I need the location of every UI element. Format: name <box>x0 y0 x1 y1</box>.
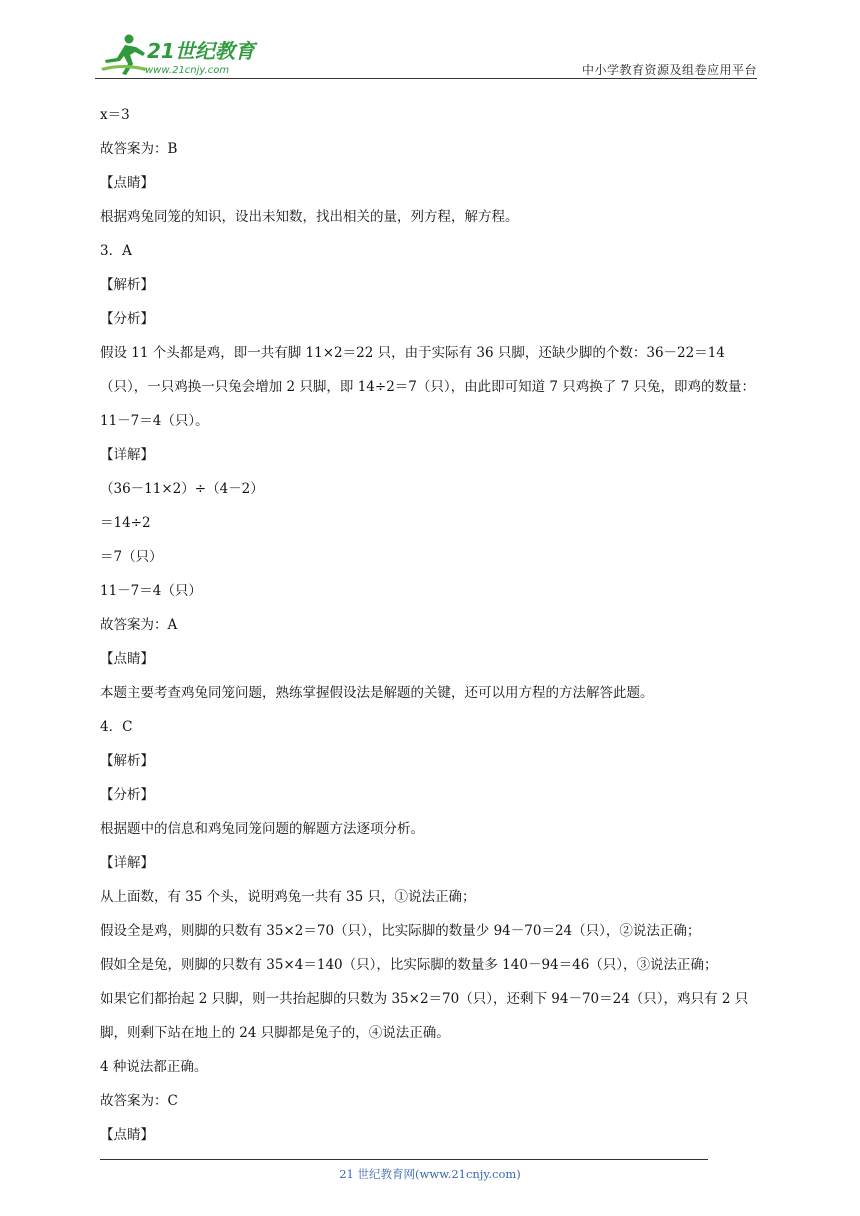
section-heading: 【点睛】 <box>100 175 154 191</box>
text-line: x＝3 <box>100 107 130 123</box>
site-logo <box>95 30 260 80</box>
text-line: 根据题中的信息和鸡兔同笼问题的解题方法逐项分析。 <box>100 821 424 837</box>
text-line: 故答案为：B <box>100 141 178 157</box>
text-line: ＝7（只） <box>100 549 163 565</box>
section-heading: 【详解】 <box>100 447 154 463</box>
text-line: （36－11×2）÷（4－2） <box>100 481 264 497</box>
section-heading: 【解析】 <box>100 277 154 293</box>
logo-graphic <box>95 30 260 80</box>
question-number: 3．A <box>100 243 132 259</box>
text-line: 故答案为：A <box>100 617 178 633</box>
section-heading: 【点睛】 <box>100 651 154 667</box>
page-header <box>95 30 757 82</box>
logo-url: www.21cnjy.com <box>145 65 230 76</box>
paragraph: 假设 11 个头都是鸡，即一共有脚 11×2＝22 只，由于实际有 36 只脚，还缺少脚的个数：36－22＝14（只），一只鸡换一只兔会增加 2 只脚，即 14÷2＝7（只），由此即可知道 7 只鸡换了 7 只兔，即鸡的数量：11－7＝4（只）。 <box>100 345 755 429</box>
section-heading: 【点睛】 <box>100 1127 154 1143</box>
header-platform-name: 中小学教育资源及组卷应用平台 <box>581 63 757 77</box>
text-line: 假设全是鸡，则脚的只数有 35×2＝70（只），比实际脚的数量少 94－70＝24（只），②说法正确； <box>100 923 701 939</box>
text-line: 假如全是兔，则脚的只数有 35×4＝140（只），比实际脚的数量多 140－94＝46（只），③说法正确； <box>100 957 718 973</box>
text-line: 4 种说法都正确。 <box>100 1059 208 1075</box>
text-line: 故答案为：C <box>100 1093 178 1109</box>
text-line: 根据鸡兔同笼的知识，设出未知数，找出相关的量，列方程，解方程。 <box>100 209 519 225</box>
text-line: 从上面数，有 35 个头，说明鸡兔一共有 35 只，①说法正确； <box>100 889 476 905</box>
section-heading: 【分析】 <box>100 787 154 803</box>
section-heading: 【解析】 <box>100 753 154 769</box>
footer-divider <box>100 1159 708 1160</box>
section-heading: 【详解】 <box>100 855 154 871</box>
header-divider <box>95 78 757 79</box>
text-line: 本题主要考查鸡兔同笼问题，熟练掌握假设法是解题的关键，还可以用方程的方法解答此题。 <box>100 685 654 701</box>
text-line: 11－7＝4（只） <box>100 583 202 599</box>
section-heading: 【分析】 <box>100 311 154 327</box>
logo-text: 21世纪教育 <box>147 39 255 63</box>
text-line: ＝14÷2 <box>100 515 151 531</box>
paragraph: 如果它们都抬起 2 只脚，则一共抬起脚的只数为 35×2＝70（只），还剩下 94－70＝24（只），鸡只有 2 只脚，则剩下站在地上的 24 只脚都是兔子的，④说法正确。 <box>100 991 749 1041</box>
answer-content <box>100 104 765 1158</box>
footer-text: 21 世纪教育网(www.21cnjy.com) <box>339 1167 521 1181</box>
question-number: 4．C <box>100 719 133 735</box>
